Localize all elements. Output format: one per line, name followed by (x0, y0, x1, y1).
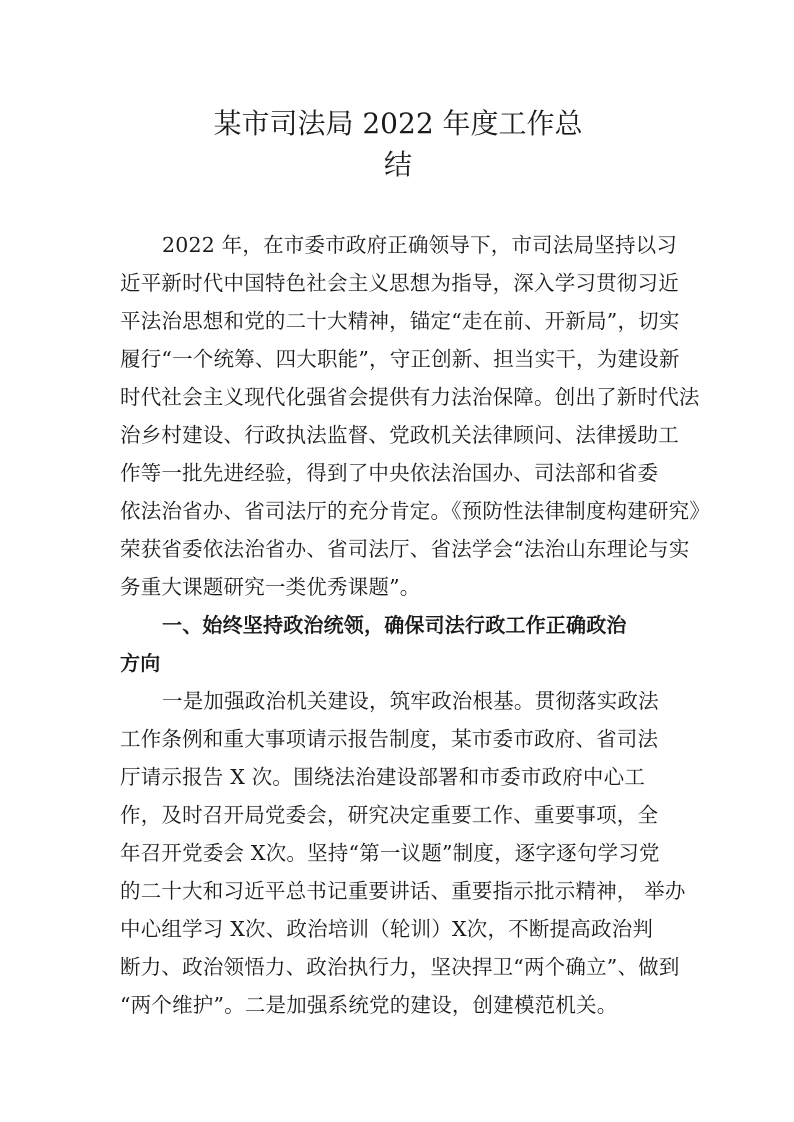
intro-paragraph-line: 履行“一个统筹、四大职能”，守正创新、担当实干，为建设新 (120, 347, 680, 371)
intro-paragraph-line: 治乡村建设、行政执法监督、党政机关法律顾问、法律援助工 (120, 423, 679, 447)
body-paragraph-line: 一是加强政治机关建设，筑牢政治根基。贯彻落实政法 (162, 689, 659, 713)
intro-paragraph-line: 2022 年，在市委市政府正确领导下，市司法局坚持以习 (162, 233, 678, 257)
document-title-line-2: 结 (383, 148, 412, 181)
body-paragraph-line: 工作条例和重大事项请示报告制度，某市委市政府、省司法 (120, 727, 659, 751)
intro-paragraph-line: 荣获省委依法治省办、省司法厅、省法学会“法治山东理论与实 (120, 537, 690, 561)
section-heading-line: 方向 (120, 651, 161, 675)
intro-paragraph-line: 平法治思想和党的二十大精神，锚定“走在前、开新局”，切实 (120, 309, 680, 333)
body-paragraph-line: 厅请示报告 X 次。围绕法治建设部署和市委市政府中心工 (120, 765, 646, 789)
intro-paragraph-line: 时代社会主义现代化强省会提供有力法治保障。创出了新时代法 (120, 385, 700, 409)
intro-paragraph-line: 依法治省办、省司法厅的充分肯定。《预防性法律制度构建研究》 (120, 499, 711, 523)
section-heading-line: 一、始终坚持政治统领，确保司法行政工作正确政治 (162, 613, 627, 637)
body-paragraph-line: 中心组学习 X次、政治培训（轮训）X次，不断提高政治判 (120, 917, 654, 941)
body-paragraph-line: 年召开党委会 X次。坚持“第一议题”制度，逐字逐句学习党 (120, 841, 660, 865)
intro-paragraph-line: 近平新时代中国特色社会主义思想为指导，深入学习贯彻习近 (120, 271, 679, 295)
intro-paragraph-line: 务重大课题研究一类优秀课题”。 (120, 575, 421, 599)
document-title-line-1: 某市司法局 2022 年度工作总 (213, 107, 583, 140)
body-paragraph-line: 的二十大和习近平总书记重要讲话、重要指示批示精神， 举办 (120, 879, 686, 903)
body-paragraph-line: “两个维护”。二是加强系统党的建设，创建模范机关。 (120, 993, 618, 1017)
body-paragraph-line: 作，及时召开局党委会，研究决定重要工作、重要事项，全 (120, 803, 659, 827)
body-paragraph-line: 断力、政治领悟力、政治执行力，坚决捍卫“两个确立”、做到 (120, 955, 680, 979)
intro-paragraph-line: 作等一批先进经验，得到了中央依法治国办、司法部和省委 (120, 461, 659, 485)
